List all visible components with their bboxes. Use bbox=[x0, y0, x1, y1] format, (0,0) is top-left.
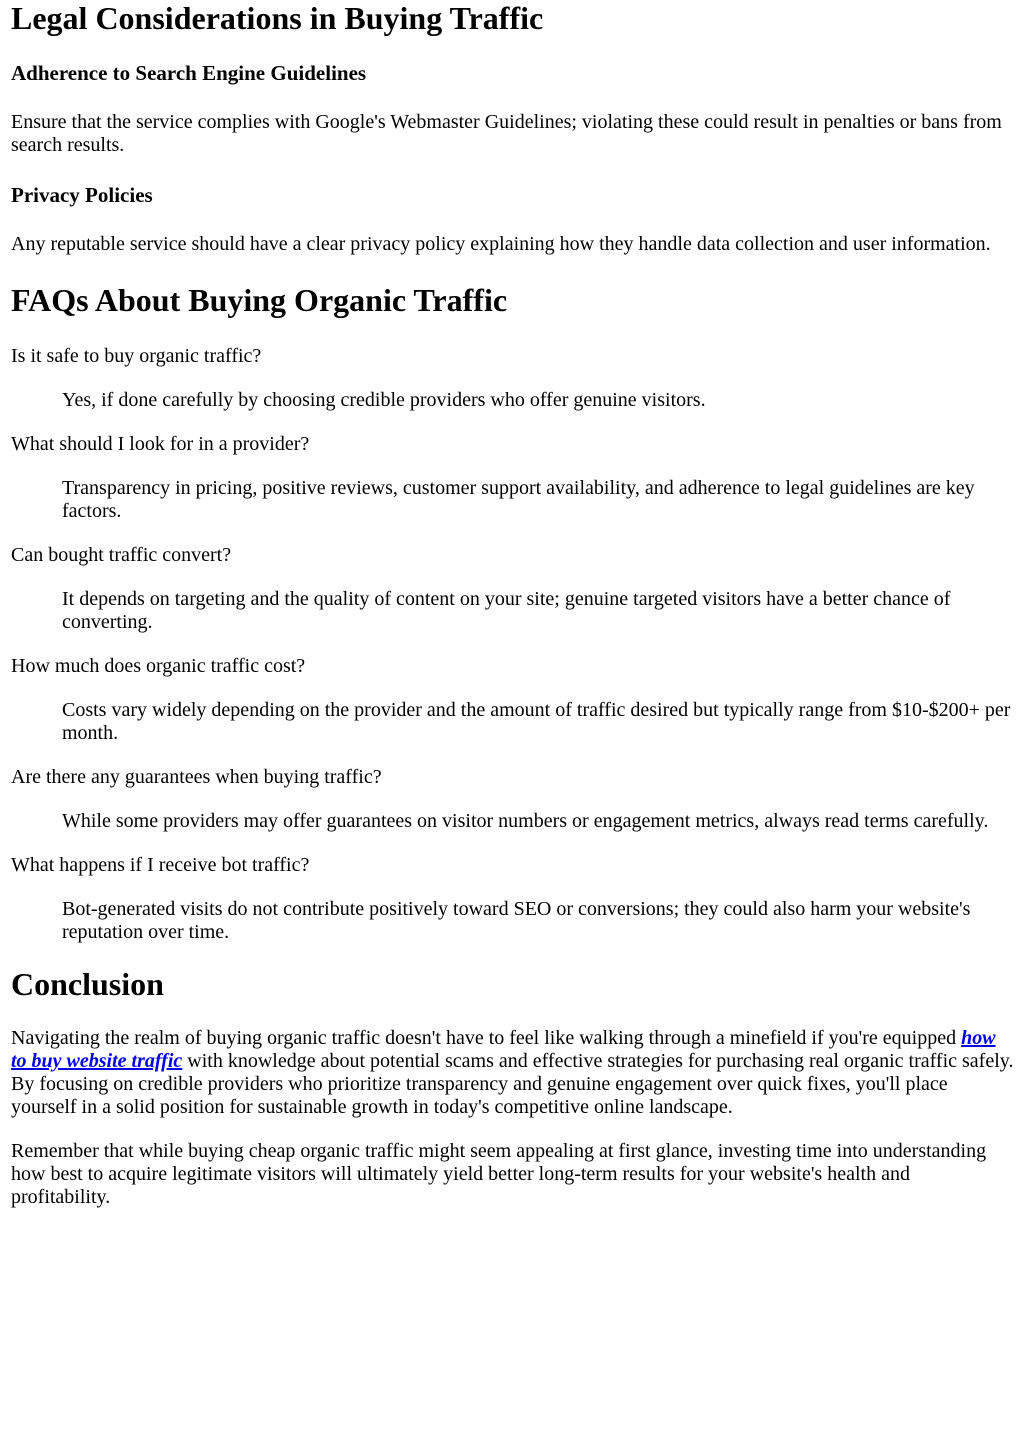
faq-question: Can bought traffic convert? bbox=[11, 544, 232, 566]
faq-question: Are there any guarantees when buying traffic? bbox=[11, 766, 382, 788]
faq-answer: While some providers may offer guarantees on visitor numbers or engagement metrics, always read terms carefully. bbox=[62, 810, 989, 832]
privacy-subheading: Privacy Policies bbox=[11, 183, 153, 207]
faq-question: What should I look for in a provider? bbox=[11, 433, 310, 455]
faq-answer: It depends on targeting and the quality of content on your site; genuine targeted visitors have a better chance of converting. bbox=[62, 588, 951, 633]
guidelines-paragraph: Ensure that the service complies with Google's Webmaster Guidelines; violating these could result in penalties or bans from search results. bbox=[11, 111, 1002, 156]
closing-paragraph: Remember that while buying cheap organic traffic might seem appealing at first glance, investing time into understanding how best to acquire legitimate visitors will ultimately yield better long-term results for your website's health and profitability. bbox=[11, 1140, 987, 1208]
faq-list bbox=[11, 345, 1014, 944]
faq-question: Is it safe to buy organic traffic? bbox=[11, 345, 262, 367]
faq-answer: Bot-generated visits do not contribute positively toward SEO or conversions; they could also harm your website's reputation over time. bbox=[62, 898, 971, 943]
faqs-heading: FAQs About Buying Organic Traffic bbox=[11, 282, 508, 318]
faq-answer: Costs vary widely depending on the provider and the amount of traffic desired but typically range from $10-$200+ per month. bbox=[62, 699, 1011, 744]
legal-heading: Legal Considerations in Buying Traffic bbox=[11, 0, 544, 36]
conclusion-text-before-link: Navigating the realm of buying organic traffic doesn't have to feel like walking through a minefield if you're equipped bbox=[11, 1027, 962, 1049]
faq-answer: Transparency in pricing, positive reviews, customer support availability, and adherence to legal guidelines are key factors. bbox=[62, 477, 975, 522]
conclusion-heading: Conclusion bbox=[11, 966, 164, 1002]
privacy-paragraph: Any reputable service should have a clear privacy policy explaining how they handle data collection and user information. bbox=[11, 233, 991, 255]
guidelines-subheading: Adherence to Search Engine Guidelines bbox=[11, 61, 367, 85]
faq-question: How much does organic traffic cost? bbox=[11, 655, 306, 677]
buy-traffic-link[interactable]: how to buy website traffic bbox=[11, 1027, 996, 1072]
faq-answer: Yes, if done carefully by choosing credible providers who offer genuine visitors. bbox=[62, 389, 706, 411]
faq-question: What happens if I receive bot traffic? bbox=[11, 854, 310, 876]
conclusion-paragraph bbox=[11, 1027, 1014, 1119]
conclusion-text-after-link: with knowledge about potential scams and effective strategies for purchasing real organic traffic safely. By focusing on credible providers who prioritize transparency and genuine engagement over quick fixes, you'll place yourself in a solid position for sustainable growth in today's competitive online landscape. bbox=[11, 1050, 1014, 1118]
